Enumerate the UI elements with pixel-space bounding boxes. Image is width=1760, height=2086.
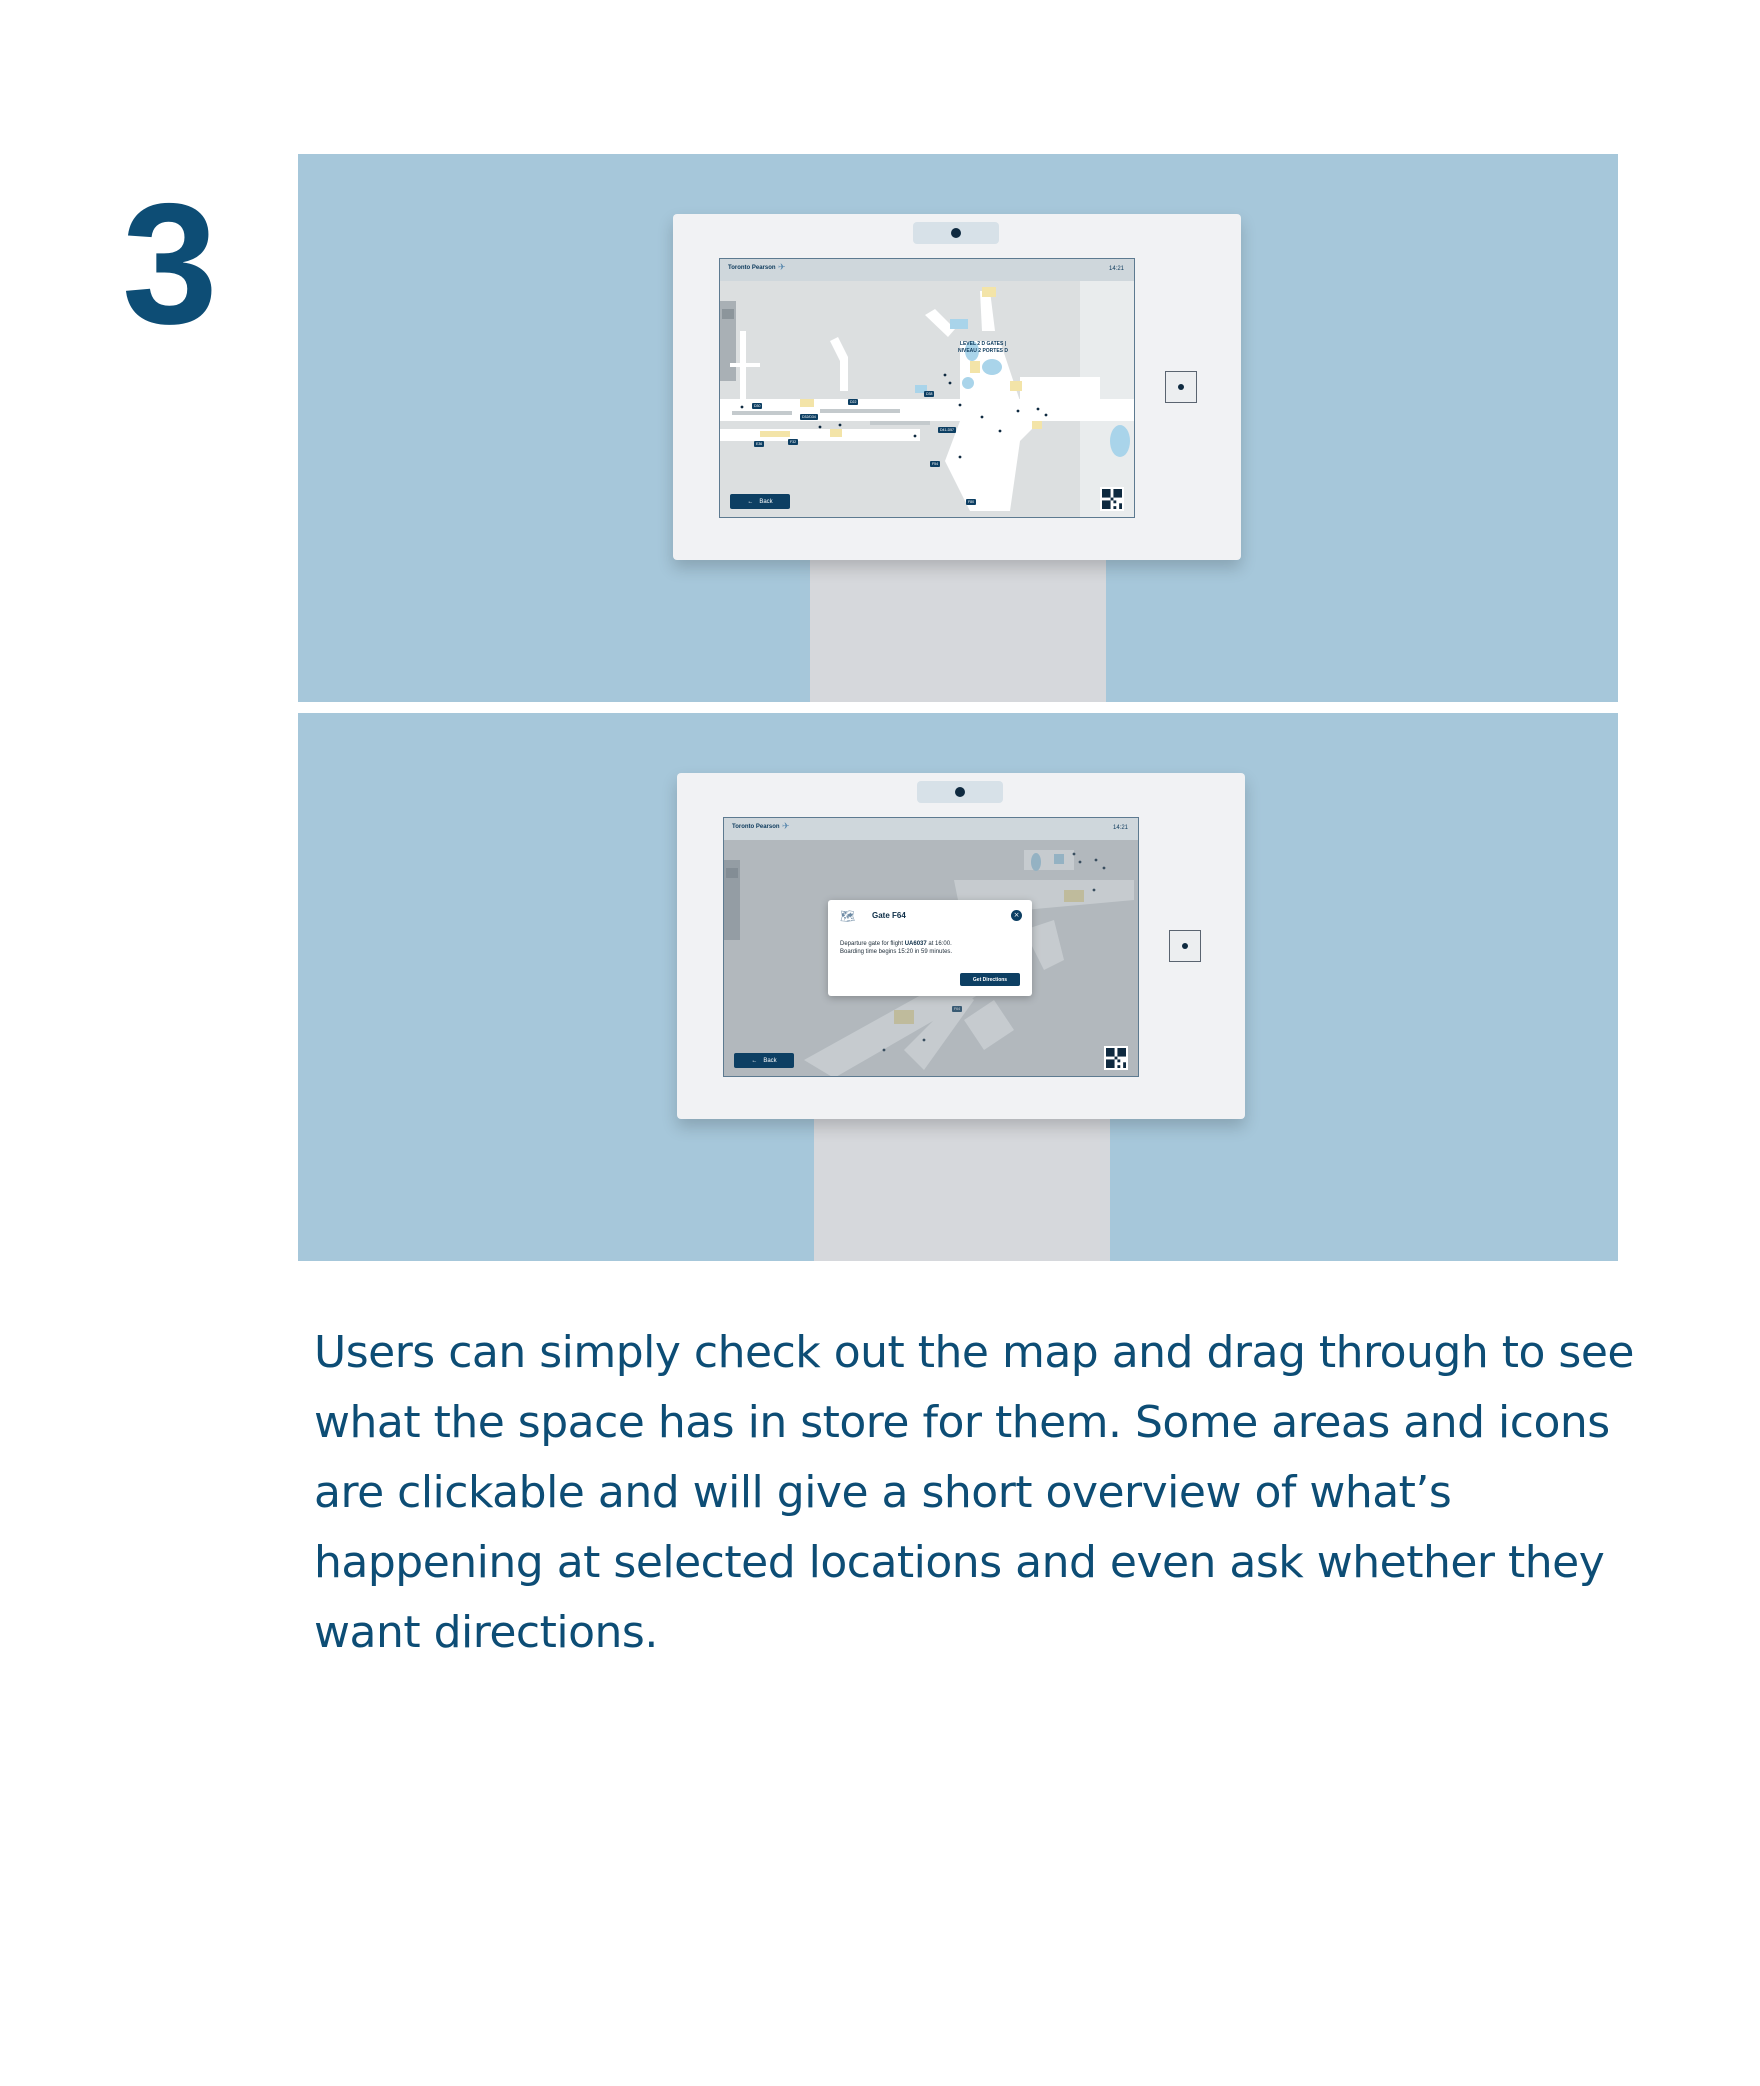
gate-info-popup bbox=[828, 900, 1032, 996]
get-directions-button[interactable]: Get Directions bbox=[960, 973, 1020, 986]
popup-description: Departure gate for flight UA6037 at 16:00. Boarding time begins 15:20 in 59 minutes. bbox=[840, 941, 953, 956]
close-icon: × bbox=[1013, 911, 1020, 919]
level-label: LEVEL 2 D GATES | NIVEAU 2 PORTES D bbox=[958, 341, 1009, 354]
kiosk-stand bbox=[814, 1113, 1110, 1261]
terminal-map[interactable] bbox=[720, 281, 1135, 518]
camera-bar bbox=[917, 781, 1003, 803]
kiosk-photo-map-view bbox=[298, 154, 1618, 702]
kiosk-photo-gate-popup bbox=[298, 713, 1618, 1261]
kiosk-screen[interactable] bbox=[723, 817, 1139, 1077]
camera-icon bbox=[951, 228, 961, 238]
sensor-icon bbox=[1178, 384, 1184, 390]
kiosk-frame bbox=[673, 214, 1241, 560]
gate-tag[interactable]: E36 bbox=[756, 442, 763, 446]
gate-tag[interactable]: D38 bbox=[926, 392, 933, 396]
gate-tag[interactable]: D30 bbox=[754, 404, 761, 408]
step-number: 3 bbox=[122, 168, 218, 360]
gate-tag[interactable]: F64 bbox=[954, 1007, 961, 1011]
popup-title: Gate F64 bbox=[872, 911, 906, 920]
gate-tag[interactable]: D41-D57 bbox=[940, 428, 955, 432]
brand-name: Toronto Pearson bbox=[732, 824, 780, 830]
kiosk-side-button[interactable] bbox=[1169, 930, 1201, 962]
airplane-logo-icon: ✈ bbox=[778, 263, 786, 273]
back-button[interactable]: ← Back bbox=[730, 494, 790, 509]
qr-code-icon bbox=[1104, 1046, 1128, 1070]
close-button[interactable] bbox=[1011, 910, 1022, 921]
description-text: Users can simply check out the map and drag through to see what the space has in store for them. Some areas and icons are clickable and will give a short overview of what’s happening at selected locations and even ask whether they want directions. bbox=[314, 1327, 1634, 1658]
qr-code-icon bbox=[1100, 487, 1124, 511]
screen-header bbox=[720, 259, 1134, 281]
back-button[interactable]: ← Back bbox=[734, 1053, 794, 1068]
gate-tag[interactable]: D22 bbox=[850, 400, 857, 404]
clock: 14:21 bbox=[1112, 825, 1128, 831]
kiosk-stand bbox=[810, 554, 1106, 702]
kiosk-side-button[interactable] bbox=[1165, 371, 1197, 403]
arrow-left-icon: ← bbox=[747, 498, 754, 505]
arrow-left-icon: ← bbox=[751, 1057, 758, 1064]
screen-header bbox=[724, 818, 1138, 840]
camera-icon bbox=[955, 787, 965, 797]
map-icon: 🗺 bbox=[840, 909, 856, 923]
sensor-icon bbox=[1182, 943, 1188, 949]
gate-tag[interactable]: F54 bbox=[932, 462, 939, 466]
brand-name: Toronto Pearson bbox=[728, 265, 776, 271]
airplane-logo-icon: ✈ bbox=[782, 822, 790, 832]
camera-bar bbox=[913, 222, 999, 244]
gate-tag[interactable]: F80 bbox=[968, 500, 975, 504]
kiosk-screen[interactable] bbox=[719, 258, 1135, 518]
kiosk-frame bbox=[677, 773, 1245, 1119]
clock: 14:21 bbox=[1108, 266, 1124, 272]
gate-tag[interactable]: F32 bbox=[790, 440, 797, 444]
gate-tag[interactable]: D32/D34 bbox=[802, 415, 816, 419]
